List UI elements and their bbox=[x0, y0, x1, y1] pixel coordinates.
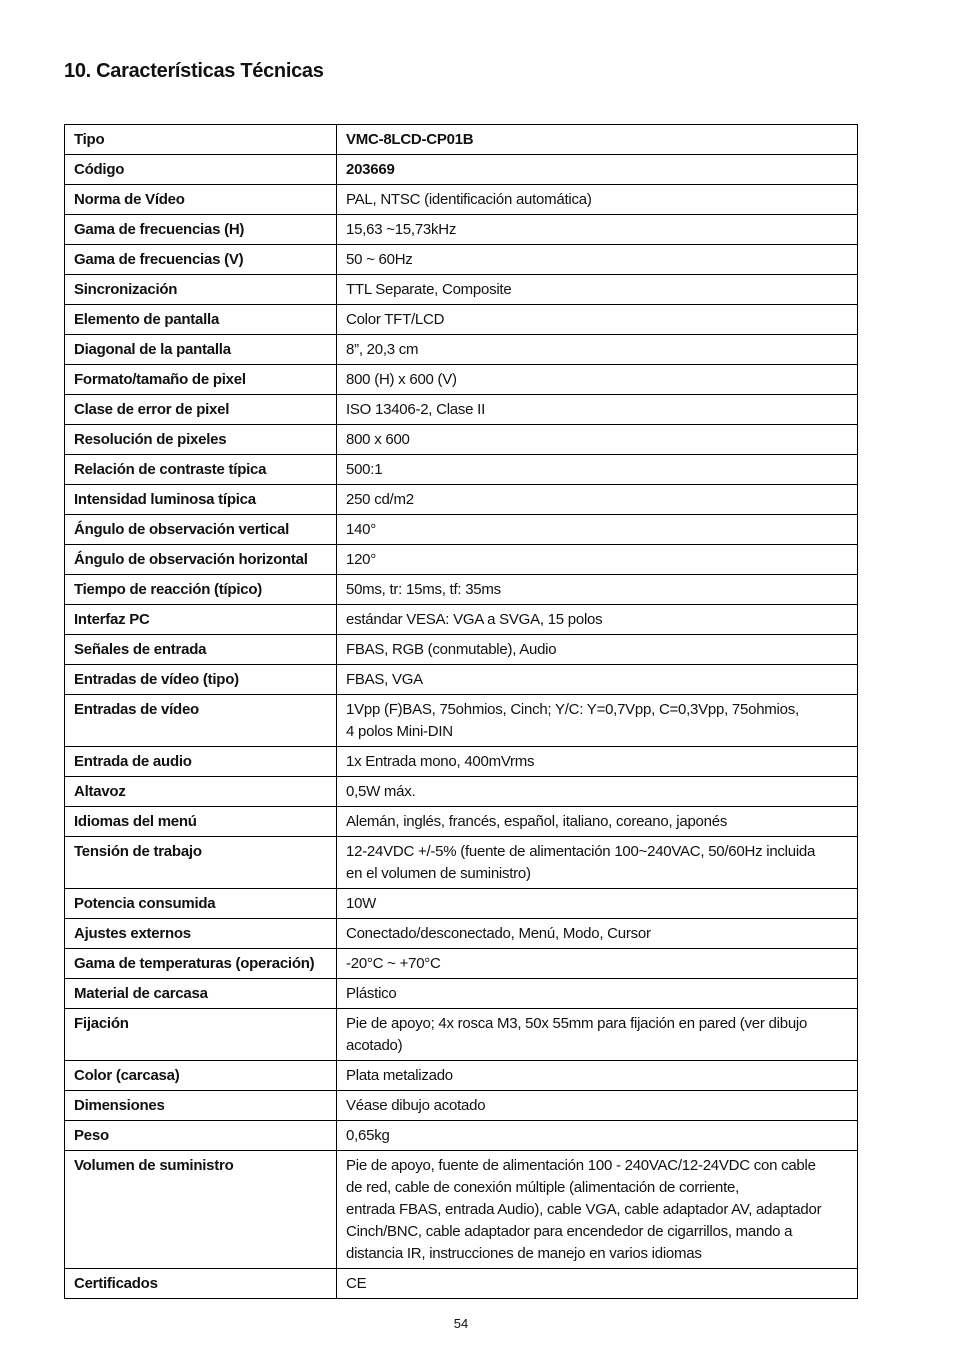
spec-value-line: en el volumen de suministro) bbox=[346, 865, 531, 882]
spec-value-line: Color TFT/LCD bbox=[346, 311, 445, 328]
spec-value-line: 12-24VDC +/-5% (fuente de alimentación 100~240VAC, 50/60Hz incluida bbox=[346, 843, 816, 860]
spec-label: Altavoz bbox=[65, 777, 337, 807]
spec-value bbox=[337, 1061, 858, 1091]
spec-value-line: de red, cable de conexión múltiple (alimentación de corriente, bbox=[346, 1179, 740, 1196]
spec-row bbox=[65, 919, 858, 949]
spec-value bbox=[337, 949, 858, 979]
spec-value-line: 120° bbox=[346, 551, 377, 568]
spec-label: Relación de contraste típica bbox=[65, 455, 337, 485]
spec-value-line: Pie de apoyo; 4x rosca M3, 50x 55mm para fijación en pared (ver dibujo bbox=[346, 1015, 808, 1032]
spec-value-line: estándar VESA: VGA a SVGA, 15 polos bbox=[346, 611, 603, 628]
spec-row bbox=[65, 125, 858, 155]
spec-label: Gama de frecuencias (V) bbox=[65, 245, 337, 275]
spec-value-line: -20°C ~ +70°C bbox=[346, 955, 441, 972]
spec-row bbox=[65, 545, 858, 575]
spec-value-line: 50ms, tr: 15ms, tf: 35ms bbox=[346, 581, 501, 598]
spec-label: Norma de Vídeo bbox=[65, 185, 337, 215]
spec-row bbox=[65, 485, 858, 515]
spec-value-line: Cinch/BNC, cable adaptador para encendedor de cigarrillos, mando a bbox=[346, 1223, 793, 1240]
spec-row bbox=[65, 1061, 858, 1091]
spec-label: Tiempo de reacción (típico) bbox=[65, 575, 337, 605]
spec-value-line: Plata metalizado bbox=[346, 1067, 453, 1084]
spec-value bbox=[337, 1009, 858, 1061]
spec-label: Clase de error de pixel bbox=[65, 395, 337, 425]
spec-label: Potencia consumida bbox=[65, 889, 337, 919]
spec-value bbox=[337, 125, 858, 155]
spec-value-line: Alemán, inglés, francés, español, italiano, coreano, japonés bbox=[346, 813, 728, 830]
spec-row bbox=[65, 245, 858, 275]
spec-label: Material de carcasa bbox=[65, 979, 337, 1009]
spec-row bbox=[65, 1009, 858, 1061]
spec-value bbox=[337, 919, 858, 949]
spec-value-line: ISO 13406-2, Clase II bbox=[346, 401, 485, 418]
spec-value-line: 8”, 20,3 cm bbox=[346, 341, 419, 358]
spec-value-line: acotado) bbox=[346, 1037, 403, 1054]
spec-row bbox=[65, 889, 858, 919]
spec-value-line: Plástico bbox=[346, 985, 397, 1002]
spec-row bbox=[65, 1091, 858, 1121]
spec-label: Idiomas del menú bbox=[65, 807, 337, 837]
spec-value bbox=[337, 155, 858, 185]
spec-row bbox=[65, 777, 858, 807]
spec-value bbox=[337, 515, 858, 545]
spec-value bbox=[337, 575, 858, 605]
spec-value-line: Véase dibujo acotado bbox=[346, 1097, 486, 1114]
spec-value-line: 500:1 bbox=[346, 461, 383, 478]
spec-value-line: 0,65kg bbox=[346, 1127, 390, 1144]
spec-value bbox=[337, 395, 858, 425]
spec-value bbox=[337, 215, 858, 245]
spec-row bbox=[65, 695, 858, 747]
spec-label: Fijación bbox=[65, 1009, 337, 1061]
spec-label: Formato/tamaño de pixel bbox=[65, 365, 337, 395]
spec-label: Ángulo de observación horizontal bbox=[65, 545, 337, 575]
spec-value bbox=[337, 1121, 858, 1151]
spec-value bbox=[337, 1269, 858, 1299]
spec-label: Interfaz PC bbox=[65, 605, 337, 635]
spec-row bbox=[65, 275, 858, 305]
spec-value bbox=[337, 275, 858, 305]
spec-row bbox=[65, 455, 858, 485]
spec-value-line: 1Vpp (F)BAS, 75ohmios, Cinch; Y/C: Y=0,7Vpp, C=0,3Vpp, 75ohmios, bbox=[346, 701, 799, 718]
section-heading: 10. Características Técnicas bbox=[64, 60, 324, 82]
spec-row bbox=[65, 665, 858, 695]
spec-value-line: Conectado/desconectado, Menú, Modo, Cursor bbox=[346, 925, 651, 942]
spec-row bbox=[65, 807, 858, 837]
spec-value-line: VMC-8LCD-CP01B bbox=[346, 131, 474, 148]
spec-value bbox=[337, 485, 858, 515]
spec-label: Gama de frecuencias (H) bbox=[65, 215, 337, 245]
spec-value-line: TTL Separate, Composite bbox=[346, 281, 512, 298]
spec-value bbox=[337, 979, 858, 1009]
spec-value bbox=[337, 695, 858, 747]
spec-row bbox=[65, 1269, 858, 1299]
spec-row bbox=[65, 515, 858, 545]
spec-value bbox=[337, 1091, 858, 1121]
spec-row bbox=[65, 215, 858, 245]
spec-label: Ángulo de observación vertical bbox=[65, 515, 337, 545]
spec-value-line: 1x Entrada mono, 400mVrms bbox=[346, 753, 535, 770]
spec-value-line: 800 (H) x 600 (V) bbox=[346, 371, 457, 388]
spec-value-line: 10W bbox=[346, 895, 377, 912]
spec-label: Código bbox=[65, 155, 337, 185]
spec-value bbox=[337, 889, 858, 919]
spec-label: Intensidad luminosa típica bbox=[65, 485, 337, 515]
spec-value-line: 4 polos Mini-DIN bbox=[346, 723, 453, 740]
spec-label: Entrada de audio bbox=[65, 747, 337, 777]
spec-label: Entradas de vídeo bbox=[65, 695, 337, 747]
spec-row bbox=[65, 155, 858, 185]
spec-label: Sincronización bbox=[65, 275, 337, 305]
spec-label: Volumen de suministro bbox=[65, 1151, 337, 1269]
spec-value bbox=[337, 305, 858, 335]
spec-value bbox=[337, 1151, 858, 1269]
spec-value bbox=[337, 545, 858, 575]
spec-row bbox=[65, 605, 858, 635]
spec-value-line: distancia IR, instrucciones de manejo en varios idiomas bbox=[346, 1245, 702, 1262]
spec-row bbox=[65, 979, 858, 1009]
spec-label: Color (carcasa) bbox=[65, 1061, 337, 1091]
spec-row bbox=[65, 395, 858, 425]
spec-value-line: FBAS, VGA bbox=[346, 671, 423, 688]
spec-label: Dimensiones bbox=[65, 1091, 337, 1121]
spec-row bbox=[65, 575, 858, 605]
spec-label: Diagonal de la pantalla bbox=[65, 335, 337, 365]
spec-value-line: 140° bbox=[346, 521, 377, 538]
spec-value-line: 800 x 600 bbox=[346, 431, 410, 448]
spec-row bbox=[65, 425, 858, 455]
spec-row bbox=[65, 365, 858, 395]
spec-value-line: 50 ~ 60Hz bbox=[346, 251, 413, 268]
spec-row bbox=[65, 837, 858, 889]
spec-label: Gama de temperaturas (operación) bbox=[65, 949, 337, 979]
spec-value bbox=[337, 605, 858, 635]
spec-value bbox=[337, 635, 858, 665]
spec-value-line: Pie de apoyo, fuente de alimentación 100 - 240VAC/12-24VDC con cable bbox=[346, 1157, 816, 1174]
page-number: 54 bbox=[453, 1316, 469, 1331]
spec-row bbox=[65, 635, 858, 665]
spec-row bbox=[65, 305, 858, 335]
spec-label: Peso bbox=[65, 1121, 337, 1151]
spec-value bbox=[337, 425, 858, 455]
spec-value bbox=[337, 185, 858, 215]
spec-value bbox=[337, 777, 858, 807]
spec-label: Elemento de pantalla bbox=[65, 305, 337, 335]
spec-table-body bbox=[65, 125, 858, 1299]
spec-value bbox=[337, 837, 858, 889]
spec-row bbox=[65, 747, 858, 777]
spec-label: Entradas de vídeo (tipo) bbox=[65, 665, 337, 695]
spec-value-line: 0,5W máx. bbox=[346, 783, 416, 800]
spec-value bbox=[337, 747, 858, 777]
spec-label: Ajustes externos bbox=[65, 919, 337, 949]
spec-value bbox=[337, 665, 858, 695]
spec-label: Señales de entrada bbox=[65, 635, 337, 665]
spec-label: Tensión de trabajo bbox=[65, 837, 337, 889]
spec-value bbox=[337, 807, 858, 837]
spec-label: Certificados bbox=[65, 1269, 337, 1299]
spec-row bbox=[65, 1121, 858, 1151]
spec-label: Tipo bbox=[65, 125, 337, 155]
spec-label: Resolución de pixeles bbox=[65, 425, 337, 455]
spec-value bbox=[337, 335, 858, 365]
spec-value-line: 15,63 ~15,73kHz bbox=[346, 221, 457, 238]
spec-value-line: entrada FBAS, entrada Audio), cable VGA, cable adaptador AV, adaptador bbox=[346, 1201, 822, 1218]
technical-specifications-table bbox=[64, 124, 858, 1299]
spec-value-line: FBAS, RGB (conmutable), Audio bbox=[346, 641, 557, 658]
spec-value bbox=[337, 455, 858, 485]
spec-row bbox=[65, 1151, 858, 1269]
spec-row bbox=[65, 335, 858, 365]
spec-value-line: CE bbox=[346, 1275, 367, 1292]
spec-row bbox=[65, 949, 858, 979]
spec-value-line: 203669 bbox=[346, 161, 395, 178]
spec-value-line: 250 cd/m2 bbox=[346, 491, 414, 508]
spec-row bbox=[65, 185, 858, 215]
spec-value bbox=[337, 245, 858, 275]
spec-value bbox=[337, 365, 858, 395]
spec-value-line: PAL, NTSC (identificación automática) bbox=[346, 191, 592, 208]
